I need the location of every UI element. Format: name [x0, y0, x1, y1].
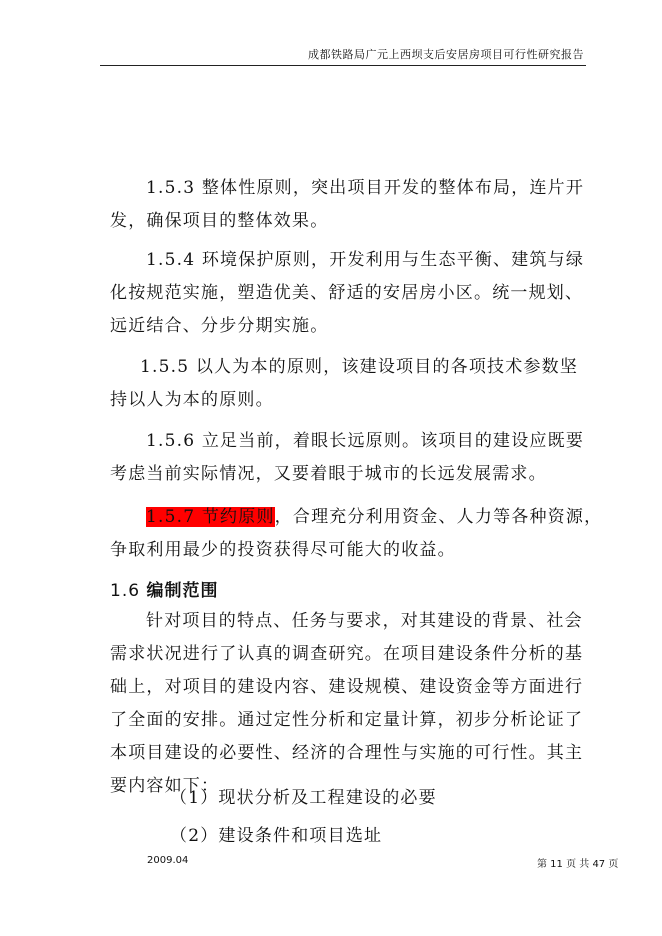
- text-line: 远近结合、分步分期实施。: [110, 316, 329, 336]
- scope-list: [110, 782, 588, 853]
- text-line: [110, 501, 603, 534]
- text-line: 持以人为本的原则。: [110, 390, 274, 410]
- highlighted-text: 1.5.7 节约原则: [146, 507, 275, 527]
- text-line: 1.5.6 立足当前，着眼长远原则。该项目的建设应既要: [146, 431, 585, 451]
- list-item: （2）建设条件和项目选址: [170, 826, 383, 846]
- section-heading: [110, 579, 218, 603]
- paragraph-1-5-4: [110, 244, 588, 343]
- text-line: 1.5.5 以人为本的原则，该建设项目的各项技术参数坚: [140, 357, 579, 377]
- paragraph-1-5-6: [110, 425, 588, 491]
- footer-page-number: 第 11 页 共 47 页: [537, 859, 619, 870]
- list-item: （1）现状分析及工程建设的必要: [170, 788, 437, 808]
- paragraph-1-5-3: [110, 172, 588, 238]
- text-line: 争取利用最少的投资获得尽可能大的收益。: [110, 540, 456, 560]
- text-line: 要内容如下：: [110, 776, 220, 796]
- heading-title: 编制范围: [146, 581, 219, 601]
- text-line: 1.5.3 整体性原则，突出项目开发的整体布局，连片开: [146, 178, 585, 198]
- text-line: 了全面的安排。通过定性分析和定量计算，初步分析论证了: [110, 710, 584, 730]
- text-span: ，合理充分利用资金、人力等各种资源，: [274, 507, 603, 527]
- text-line: 考虑当前实际情况，又要着眼于城市的长远发展需求。: [110, 464, 547, 484]
- text-line: 础上，对项目的建设内容、建设规模、建设资金等方面进行: [110, 677, 584, 697]
- text-line: 化按规范实施，塑造优美、舒适的安居房小区。统一规划、: [110, 283, 584, 303]
- page-header: [100, 40, 586, 66]
- text-line: 1.5.4 环境保护原则，开发利用与生态平衡、建筑与绿: [146, 250, 585, 270]
- heading-number: 1.6: [110, 581, 141, 601]
- paragraph-scope: [110, 605, 588, 803]
- paragraph-1-5-7: [110, 501, 603, 567]
- footer-date: 2009.04: [147, 855, 189, 866]
- text-line: 需求状况进行了认真的调查研究。在项目建设条件分析的基: [110, 644, 584, 664]
- text-line: 本项目建设的必要性、经济的合理性与实施的可行性。其主: [110, 743, 584, 763]
- header-title: 成都铁路局广元上西坝支后安居房项目可行性研究报告: [308, 48, 584, 61]
- text-line: 针对项目的特点、任务与要求，对其建设的背景、社会: [146, 611, 583, 631]
- text-line: 发，确保项目的整体效果。: [110, 211, 329, 231]
- paragraph-1-5-5: [110, 351, 588, 417]
